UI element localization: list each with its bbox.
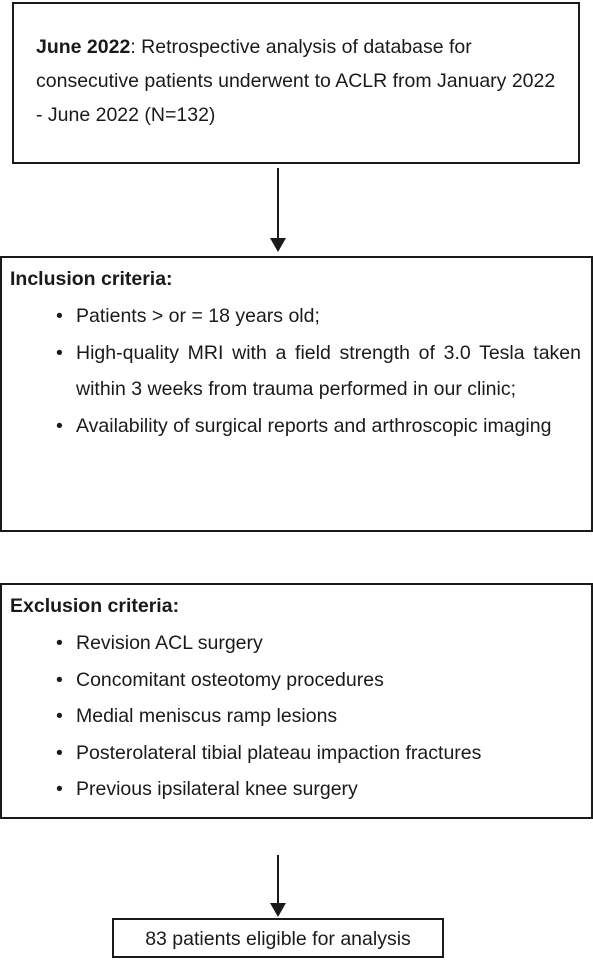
exclusion-item-text: Concomitant osteotomy procedures xyxy=(76,668,384,691)
inclusion-criteria-box xyxy=(0,256,593,532)
exclusion-item-text: Medial meniscus ramp lesions xyxy=(76,705,338,727)
exclusion-item xyxy=(56,662,581,699)
arrow-shaft xyxy=(277,855,279,905)
inclusion-list xyxy=(10,298,581,444)
arrow-head-icon xyxy=(270,903,286,917)
flow-arrow-2 xyxy=(268,855,288,917)
bullet-icon: • xyxy=(56,741,63,764)
flow-arrow-1 xyxy=(268,168,288,254)
exclusion-heading: Exclusion criteria: xyxy=(10,595,180,617)
inclusion-item xyxy=(56,335,581,408)
inclusion-item-text: High-quality MRI with a field strength of 3.0 Tesla taken within 3 weeks from trauma performed in our clinic; xyxy=(76,341,581,400)
exclusion-criteria-box xyxy=(0,583,593,819)
inclusion-heading: Inclusion criteria: xyxy=(10,268,173,290)
arrow-shaft xyxy=(277,168,279,240)
study-description: : Retrospective analysis of database for consecutive patients underwent to ACLR from January 2022 - June 2022 (N=132) xyxy=(36,36,556,126)
bullet-icon: • xyxy=(56,705,63,727)
study-population-box xyxy=(12,2,580,164)
eligible-patients-box xyxy=(112,918,444,958)
bullet-icon: • xyxy=(56,341,63,364)
exclusion-item-text: Revision ACL surgery xyxy=(76,632,263,654)
bullet-icon: • xyxy=(56,778,63,800)
exclusion-item-text: Previous ipsilateral knee surgery xyxy=(76,778,358,800)
exclusion-item-text: Posterolateral tibial plateau impaction fractures xyxy=(76,741,482,764)
exclusion-item xyxy=(56,735,581,772)
inclusion-item-text: Availability of surgical reports and arthroscopic imaging xyxy=(76,414,552,437)
bullet-icon: • xyxy=(56,668,63,691)
study-date-label: June 2022 xyxy=(36,36,131,58)
bullet-icon: • xyxy=(56,414,63,437)
arrow-head-icon xyxy=(270,238,286,252)
bullet-icon: • xyxy=(56,632,63,654)
inclusion-item-text: Patients > or = 18 years old; xyxy=(76,305,320,327)
inclusion-item xyxy=(56,408,581,445)
inclusion-item xyxy=(56,298,581,335)
eligible-patients-text: 83 patients eligible for analysis xyxy=(145,928,411,950)
exclusion-item xyxy=(56,771,581,808)
bullet-icon: • xyxy=(56,305,63,327)
exclusion-list xyxy=(10,625,581,808)
exclusion-item xyxy=(56,698,581,735)
exclusion-item xyxy=(56,625,581,662)
